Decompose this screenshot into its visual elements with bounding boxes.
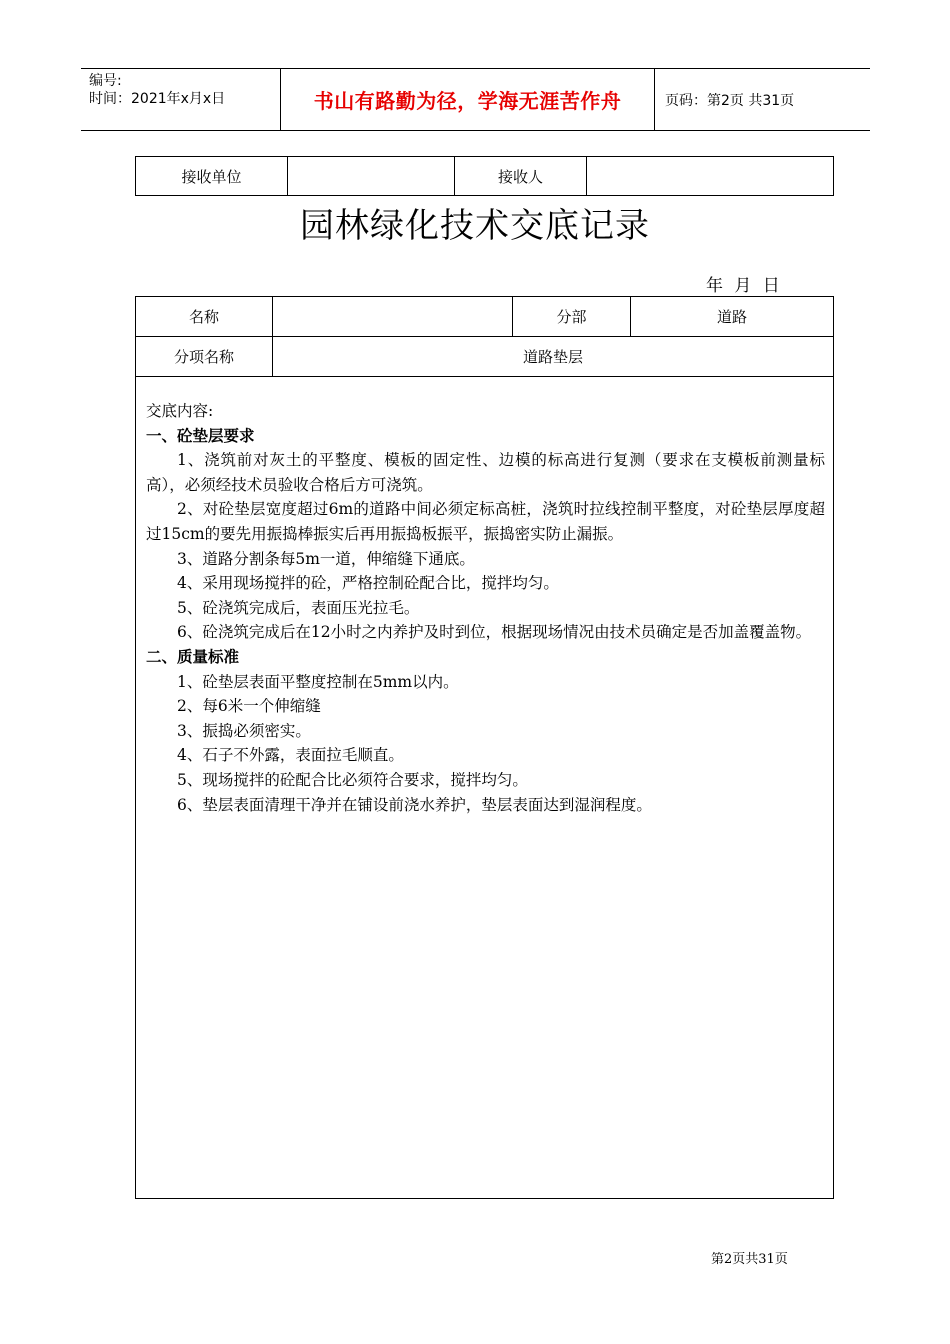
receiver-unit-label: 接收单位 bbox=[136, 157, 288, 196]
division-value: 道路 bbox=[631, 297, 834, 337]
header-motto: 书山有路勤为径，学海无涯苦作舟 bbox=[281, 69, 655, 130]
header-meta bbox=[81, 69, 281, 130]
info-table bbox=[135, 296, 834, 377]
section-1-item: 2、对砼垫层宽度超过6m的道路中间必须定标高桩，浇筑时拉线控制平整度，对砼垫层厚度超过15cm的要先用振捣棒振实后再用振捣板振平，振捣密实防止漏振。 bbox=[146, 500, 825, 543]
section-2-item: 2、每6米一个伸缩缝 bbox=[177, 697, 321, 716]
receiver-person-value bbox=[587, 157, 834, 196]
section-1-item: 6、砼浇筑完成后在12小时之内养护及时到位，根据现场情况由技术员确定是否加盖覆盖物。 bbox=[177, 623, 812, 642]
section-1-item: 5、砼浇筑完成后，表面压光拉毛。 bbox=[177, 598, 420, 617]
section-2-item: 3、振捣必须密实。 bbox=[177, 721, 311, 740]
section-1-title: 一、砼垫层要求 bbox=[146, 426, 255, 445]
receiver-table bbox=[135, 156, 834, 196]
name-value bbox=[273, 297, 513, 337]
section-2-item: 4、石子不外露，表面拉毛顺直。 bbox=[177, 746, 404, 765]
receiver-person-label: 接收人 bbox=[455, 157, 587, 196]
number-label: 编号: bbox=[89, 73, 122, 89]
section-2-item: 6、垫层表面清理干净并在铺设前浇水养护，垫层表面达到湿润程度。 bbox=[177, 795, 652, 814]
header-page-info: 页码：第2页 共31页 bbox=[665, 92, 795, 109]
division-label: 分部 bbox=[513, 297, 631, 337]
subitem-value: 道路垫层 bbox=[273, 337, 834, 377]
section-1-item: 3、道路分割条每5m一道，伸缩缝下通底。 bbox=[177, 549, 475, 568]
receiver-unit-value bbox=[288, 157, 455, 196]
section-1-item: 1、浇筑前对灰土的平整度、模板的固定性、边模的标高进行复测（要求在支模板前测量标高），必须经技术员验收合格后方可浇筑。 bbox=[146, 451, 825, 494]
page-header bbox=[81, 68, 870, 131]
section-2-title: 二、质量标准 bbox=[146, 647, 240, 666]
section-1-item: 4、采用现场搅拌的砼，严格控制砼配合比，搅拌均匀。 bbox=[177, 574, 559, 593]
content-box bbox=[135, 377, 834, 1199]
document-title: 园林绿化技术交底记录 bbox=[300, 206, 650, 246]
page-footer: 第2页共31页 bbox=[711, 1252, 788, 1267]
name-label: 名称 bbox=[136, 297, 273, 337]
section-2-item: 1、砼垫层表面平整度控制在5mm以内。 bbox=[177, 672, 459, 691]
subitem-label: 分项名称 bbox=[136, 337, 273, 377]
content-intro: 交底内容: bbox=[146, 402, 214, 420]
section-2-item: 5、现场搅拌的砼配合比必须符合要求，搅拌均匀。 bbox=[177, 770, 528, 789]
date-line: 年 月 日 bbox=[706, 276, 780, 296]
time-label: 时间：2021年x月x日 bbox=[89, 91, 226, 107]
